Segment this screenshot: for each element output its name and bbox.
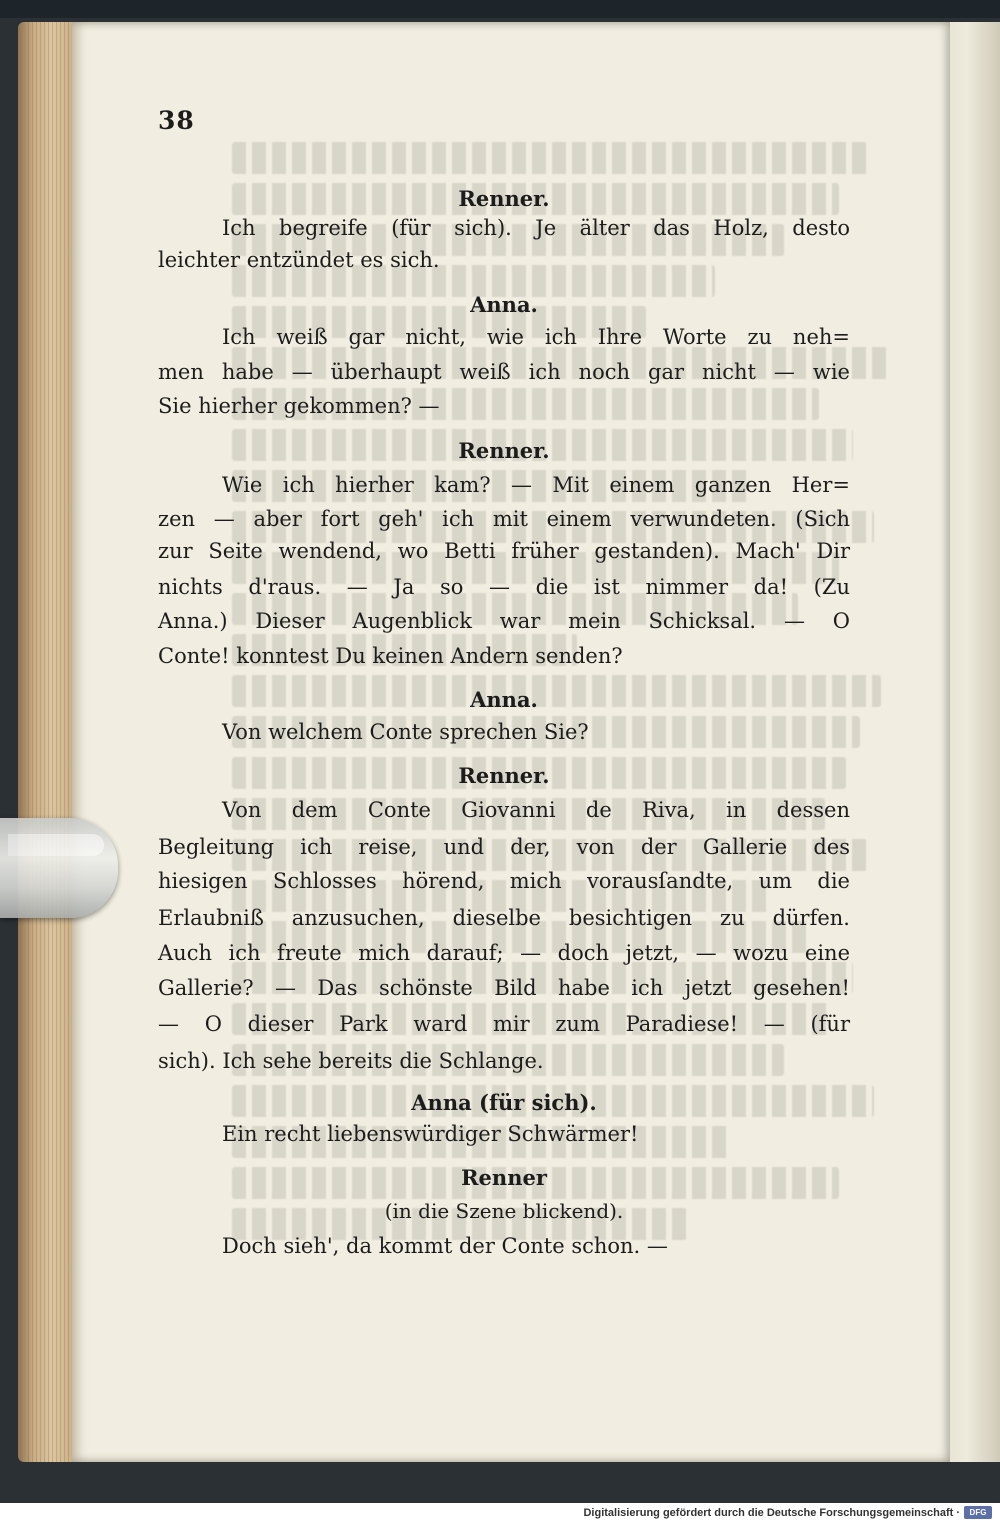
text-line: Sie hierher gekommen? — [158,394,440,418]
text-line: Begleitung ich reise, und der, von der Gallerie des [158,835,850,859]
dfg-logo: DFG [964,1506,992,1519]
text-line: Anna.) Dieser Augenblick war mein Schicksal. — O [158,609,850,633]
text-line: Conte! konntest Du keinen Andern senden? [158,644,623,668]
page-text [158,88,850,1268]
footer-bar [0,1503,1000,1523]
text-line: Erlaubniß anzusuchen, dieselbe besichtigen zu dürfen. [158,906,850,930]
book-page-edges [18,22,80,1462]
text-line: Gallerie? — Das schönste Bild habe ich jetzt gesehen! [158,976,850,1000]
speaker-name: Renner [461,1165,547,1190]
facing-page-edge [945,22,1000,1462]
text-line: sich). Ich sehe bereits die Schlange. [158,1049,544,1073]
text-line: Doch sieh', da kommt der Conte schon. — [222,1234,668,1258]
speaker-name: Anna (für sich). [411,1090,597,1115]
text-line: nichts d'raus. — Ja so — die ist nimmer da! (Zu [158,575,850,599]
text-line: Von dem Conte Giovanni de Riva, in dessen [222,798,850,822]
footer-credit: Digitalisierung gefördert durch die Deutsche Forschungsgemeinschaft · [583,1507,960,1519]
text-line: Von welchem Conte sprechen Sie? [222,720,589,744]
text-line: zur Seite wendend, wo Betti früher gestanden). Mach' Dir [158,539,850,563]
text-line: men habe — überhaupt weiß ich noch gar nicht — wie [158,360,850,384]
text-line: Ein recht liebenswürdiger Schwärmer! [222,1122,639,1146]
speaker-name: Anna. [470,292,538,317]
stage-direction: (in die Szene blickend). [384,1199,624,1223]
speaker-name: Renner. [458,763,550,788]
text-line: — O dieser Park ward mir zum Paradiese! — (für [158,1012,850,1036]
text-line: Ich begreife (für sich). Je älter das Holz, desto [222,216,850,240]
speaker-name: Renner. [458,186,550,211]
speaker-name: Renner. [458,438,550,463]
page-clip [0,818,118,918]
text-line: Wie ich hierher kam? — Mit einem ganzen Her= [222,473,850,497]
text-line: hiesigen Schlosses hörend, mich vorausſandte, um die [158,869,850,893]
page-number: 38 [158,106,195,135]
speaker-name: Anna. [470,687,538,712]
text-line: Ich weiß gar nicht, wie ich Ihre Worte zu neh= [222,325,850,349]
text-line: Auch ich freute mich darauf; — doch jetzt, — wozu eine [158,941,850,965]
text-line: leichter entzündet es sich. [158,248,440,272]
text-line: zen — aber fort geh' ich mit einem verwundeten. (Sich [158,507,850,531]
